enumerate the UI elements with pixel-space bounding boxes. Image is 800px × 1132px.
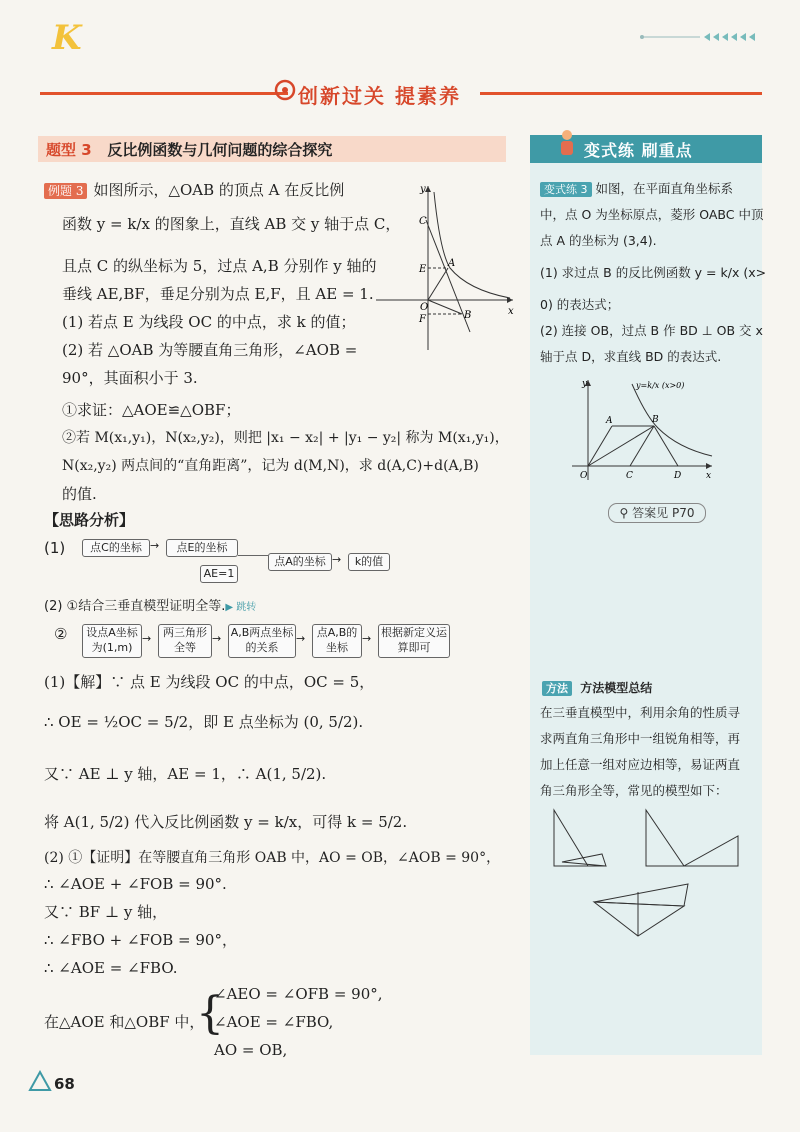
fig1-label-a: A: [448, 258, 456, 269]
example-line-3: 垂线 AE,BF，垂足分别为点 E,F，且 AE = 1.: [62, 285, 374, 303]
method-line-1: 求两直角三角形中一组锐角相等，再: [540, 731, 741, 746]
pin-icon: ⚲: [619, 506, 629, 520]
fig1-label-y: y: [420, 184, 426, 195]
fig2-label-a: A: [606, 416, 613, 426]
sidebar-badge: 变式练 3: [540, 182, 592, 197]
solution-line-1: ∴ OE = ½OC = 5/2，即 E 点坐标为 (0, 5/2).: [44, 713, 364, 731]
solution-line-9: 在△AOE 和△OBF 中，: [44, 1013, 205, 1031]
sidebar-line-0: 变式练 3 如图，在平面直角坐标系: [540, 180, 733, 198]
sidebar-line-2: 点 A 的坐标为 (3,4).: [540, 233, 657, 248]
fig1-label-o: O: [420, 302, 429, 313]
fig1-label-f: F: [419, 314, 426, 325]
fig2-label-y: y: [582, 379, 588, 389]
sidebar-line-1: 中，点 O 为坐标原点，菱形 OABC 中顶: [540, 207, 764, 222]
solution-line-0: (1)【解】∵ 点 E 为线段 OC 的中点，OC = 5，: [44, 673, 375, 691]
solution-line-2: 又∵ AE ⊥ y 轴，AE = 1，∴ A(1, 5/2).: [44, 765, 327, 783]
fig1-label-b: B: [464, 310, 472, 321]
flow1-box-4: k的值: [348, 553, 390, 571]
example-line-4: (1) 若点 E 为线段 OC 的中点，求 k 的值；: [62, 313, 356, 331]
analysis-part2-line: (2) ①结合三垂直模型证明全等.▶ 跳转: [44, 599, 257, 614]
page-mascot-icon: [28, 1070, 52, 1092]
system-brace: {: [196, 988, 224, 1039]
solution-line-5: ∴ ∠AOE + ∠FOB = 90°.: [44, 875, 227, 893]
fig1-label-e: E: [419, 264, 427, 275]
brand-logo: K: [52, 18, 82, 58]
solution-line-7: ∴ ∠FBO + ∠FOB = 90°，: [44, 931, 237, 949]
header-decoration: [640, 30, 760, 44]
analysis-heading: 【思路分析】: [44, 511, 135, 529]
method-line-3: 角三角形全等，常见的模型如下：: [540, 783, 728, 798]
fig1-label-c: C: [419, 216, 427, 227]
solution-line-4: (2) ①【证明】在等腰直角三角形 OAB 中，AO = OB，∠AOB = 90°，: [44, 850, 501, 866]
method-line-0: 在三垂直模型中，利用余角的性质寻: [540, 705, 741, 720]
jump-link[interactable]: ▶ 跳转: [225, 602, 257, 613]
solution-line-8: ∴ ∠AOE = ∠FBO.: [44, 959, 178, 977]
example-line-5: (2) 若 △OAB 为等腰直角三角形，∠AOB =: [62, 341, 358, 359]
section-tag: 题型 3: [46, 141, 92, 159]
banner-title: 创新过关 提素养: [298, 84, 461, 108]
example-line-0: 例题 3 如图所示，△OAB 的顶点 A 在反比例: [44, 180, 344, 201]
flow1-box-1: 点E的坐标: [166, 539, 238, 557]
flow1-arrow-1: →: [332, 553, 342, 566]
banner-line-left: [40, 92, 288, 95]
fig2-label-x: x: [706, 471, 712, 481]
method-title: 方法模型总结: [580, 681, 653, 695]
system-line-1: ∠AOE = ∠FBO,: [214, 1013, 334, 1031]
example-line-10: 的值.: [62, 485, 97, 503]
solution-line-6: 又∵ BF ⊥ y 轴，: [44, 903, 168, 921]
method-heading: [542, 679, 652, 696]
flow2-arrow-1: →: [212, 632, 222, 645]
flow2-arrow-3: →: [362, 632, 372, 645]
example-line-2: 且点 C 的纵坐标为 5，过点 A,B 分别作 y 轴的: [62, 257, 377, 275]
example-line-9: N(x₂,y₂) 两点间的“直角距离”，记为 d(M,N)，求 d(A,C)+d(A,B): [62, 458, 479, 474]
sidebar-figure: [566, 376, 716, 484]
solution-line-3: 将 A(1, 5/2) 代入反比例函数 y = k/x，可得 k = 5/2.: [44, 813, 408, 831]
flow1-connector: [238, 555, 268, 556]
example-line-6: 90°，其面积小于 3.: [62, 369, 198, 387]
example-line-7: ①求证：△AOE≌△OBF；: [62, 401, 241, 419]
example-line-8: ②若 M(x₁,y₁)，N(x₂,y₂)，则把 |x₁ − x₂| + |y₁ − y₂| 称为 M(x₁,y₁)，: [62, 430, 509, 446]
analysis-part2-num: ②: [54, 625, 68, 643]
flow2-arrow-0: →: [142, 632, 152, 645]
student-icon: [556, 128, 578, 160]
flow1-arrow-0: →: [150, 539, 160, 552]
banner-icon: [274, 78, 296, 102]
flow2-box-4: 根据新定义运算即可: [378, 624, 450, 658]
flow2-box-1: 两三角形全等: [158, 624, 212, 658]
example-line-1: 函数 y = k/x 的图象上，直线 AB 交 y 轴于点 C，: [62, 215, 401, 233]
analysis-part1-num: (1): [44, 539, 66, 557]
flow2-box-2: A,B两点坐标的关系: [228, 624, 296, 658]
flow1-box-3: 点A的坐标: [268, 553, 332, 571]
method-line-2: 加上任意一组对应边相等，易证两直: [540, 757, 741, 772]
page-number: 68: [54, 1075, 75, 1093]
sidebar-header: 变式练 刷重点: [584, 141, 693, 160]
flow1-box-0: 点C的坐标: [82, 539, 150, 557]
answer-reference[interactable]: ⚲ 答案见 P70: [608, 503, 706, 523]
banner-line-right: [480, 92, 762, 95]
flow2-box-0: 设点A坐标为(1,m): [82, 624, 142, 658]
flow2-arrow-2: →: [296, 632, 306, 645]
sidebar-line-4: 0) 的表达式；: [540, 297, 620, 312]
fig2-label-func: y=k/x (x>0): [636, 381, 685, 390]
method-badge: 方法: [542, 681, 572, 696]
sidebar-line-6: 轴于点 D，求直线 BD 的表达式.: [540, 349, 722, 364]
sidebar-line-5: (2) 连接 OB，过点 B 作 BD ⊥ OB 交 x: [540, 323, 763, 338]
system-line-0: ∠AEO = ∠OFB = 90°,: [214, 985, 383, 1003]
section-title: 反比例函数与几何问题的综合探究: [107, 141, 333, 159]
model-diagrams: [548, 806, 746, 942]
sidebar-line-3: (1) 求过点 B 的反比例函数 y = k/x (x>: [540, 265, 767, 280]
example-badge: 例题 3: [44, 183, 87, 199]
example-figure: [368, 182, 518, 352]
fig2-label-c: C: [626, 471, 633, 481]
flow1-box-2: AE=1: [200, 565, 238, 583]
section-heading: [46, 139, 332, 160]
flow2-box-3: 点A,B的坐标: [312, 624, 362, 658]
fig2-label-o: O: [580, 471, 588, 481]
system-line-2: AO = OB,: [214, 1041, 288, 1059]
fig2-label-d: D: [674, 471, 682, 481]
fig2-label-b: B: [652, 415, 659, 425]
fig1-label-x: x: [508, 306, 514, 317]
